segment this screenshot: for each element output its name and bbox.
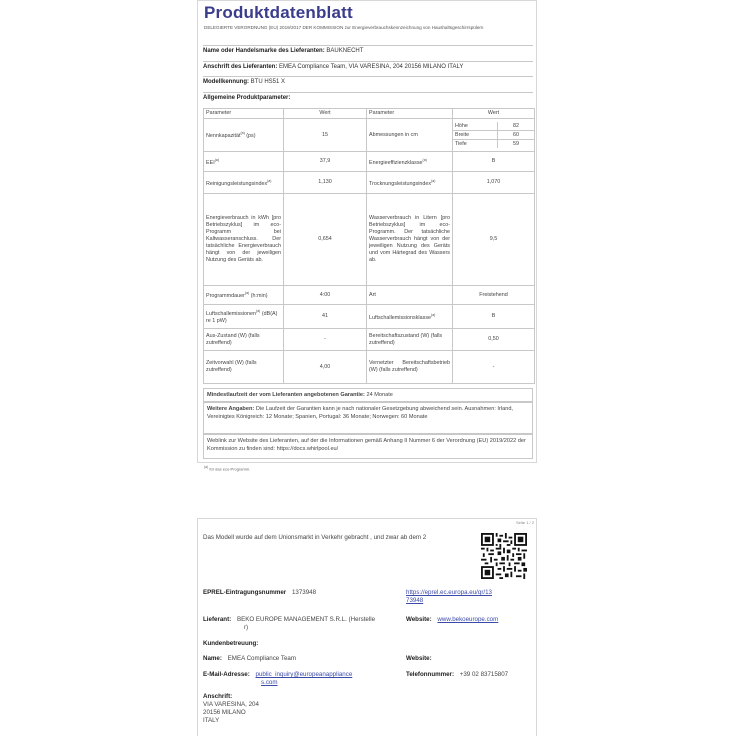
further-info-label: Weitere Angaben: (207, 406, 255, 412)
header-parameter: Parameter (204, 109, 284, 119)
further-info-row (203, 402, 533, 434)
supplier-name-value: BAUKNECHT (326, 48, 364, 54)
supplier-value-line1: BEKO EUROPE MANAGEMENT S.R.L. (Herstelle (236, 616, 376, 623)
dimensions-table (453, 122, 534, 148)
supplier-address-row (203, 61, 533, 71)
supplier-label: Lieferant: (203, 616, 232, 623)
table-row (204, 152, 535, 172)
weblink-text: Weblink zur Website des Lieferanten, auf der die Informationen gemäß Anhang II Nummer 6 der Verordnung (EU) 2019/2022 der Kommission zu finden sind: (207, 438, 526, 452)
model-value: BTU HS51 X (250, 79, 286, 85)
param-eei: EEI$^{(a)}$ (204, 152, 284, 172)
supplier-name-row (203, 45, 533, 55)
param-nennkapazitaet: Nennkapazität$^{(a)}$ (ps) (204, 119, 284, 152)
param-energieverbrauch: Energieverbrauch in kWh [pro Betriebszyklus] im eco-Programm bei Kaltwasseranschluss. Der tatsächliche Energieverbrauch hängt von der jeweiligen Nutzung des Geräts ab. (204, 194, 284, 286)
header-wert: Wert (453, 109, 535, 119)
eprel-label: EPREL-Eintragungsnummer (203, 589, 287, 596)
page-title: Produktdatenblatt (204, 3, 353, 22)
email-link-line1[interactable]: public_inquiry@europeanappliance (255, 671, 353, 678)
table-row (204, 172, 535, 194)
value-wasserverbrauch: 9,5 (453, 194, 535, 286)
param-reinigung: Reinigungsleistungsindex$^{(a)}$ (204, 172, 284, 194)
value-luftschallklasse: B (453, 305, 535, 329)
address-label: Anschrift: (203, 693, 233, 700)
table-row (204, 286, 535, 305)
contact-name-row (203, 655, 296, 663)
table-row (204, 119, 535, 152)
phone-value: +39 02 83715807 (459, 671, 509, 678)
general-params-label: Allgemeine Produktparameter: (203, 95, 291, 101)
address-line2: 20156 MILANO (203, 709, 246, 716)
datasheet-page-2 (197, 518, 537, 736)
address-line3: ITALY (203, 717, 220, 724)
param-art: Art (367, 286, 453, 305)
address-block (203, 693, 259, 725)
phone-label: Telefonnummer: (406, 671, 455, 678)
param-bereitschaft: Bereitschaftszustand (W) (falls zutreffend) (367, 329, 453, 351)
table-row (204, 351, 535, 384)
param-zeitvorwahl: Zeitvorwahl (W) (falls zutreffend) (204, 351, 284, 384)
eprel-row (203, 589, 316, 597)
eprel-link[interactable] (406, 589, 492, 605)
dim-label: Tiefe (453, 140, 498, 149)
table-header-row (204, 109, 535, 119)
value-effizienzklasse: B (453, 152, 535, 172)
dim-label: Höhe (453, 122, 498, 131)
eprel-value: 1373948 (291, 589, 317, 596)
contact-name-label: Name: (203, 655, 222, 662)
value-zeitvorwahl: 4,00 (284, 351, 367, 384)
website-label: Website: (406, 616, 432, 623)
table-row (204, 194, 535, 286)
value-vernetzt: - (453, 351, 535, 384)
param-effizienzklasse: Energieeffizienzklasse$^{(a)}$ (367, 152, 453, 172)
guarantee-row (203, 388, 533, 402)
supplier-address-label: Anschrift des Lieferanten: (203, 64, 278, 70)
value-nennkapazitaet: 15 (284, 119, 367, 152)
value-luftschall: 41 (284, 305, 367, 329)
dim-value: 60 (498, 131, 534, 140)
eprel-link-line1[interactable]: https://eprel.ec.europa.eu/qr/13 (406, 589, 492, 596)
parameter-table (203, 108, 535, 384)
model-row (203, 76, 533, 86)
weblink-row (203, 434, 533, 459)
general-params-row (203, 92, 533, 102)
value-trocknung: 1,070 (453, 172, 535, 194)
supplier-value-line2: r) (244, 624, 249, 631)
supplier-row (203, 616, 375, 632)
param-wasserverbrauch: Wasserverbrauch in Litern [pro Betriebszyklus] im eco-Programm. Der tatsächliche Wasserverbrauch hängt von der jeweiligen Nutzung des Geräts und vom Härtegrad des Wassers ab. (367, 194, 453, 286)
value-eei: 37,9 (284, 152, 367, 172)
page-number: Seite 1 / 2 (515, 520, 534, 525)
value-art: Freistehend (453, 286, 535, 305)
address-line1: VIA VARESINA, 204 (203, 701, 259, 708)
supplier-address-value: EMEA Compliance Team, VIA VARESINA, 204 20156 MILANO ITALY (279, 64, 464, 70)
model-label: Modellkennung: (203, 79, 249, 85)
guarantee-value: 24 Monate (366, 392, 393, 398)
eprel-link-line2[interactable]: 73948 (406, 597, 424, 604)
value-programmdauer: 4:00 (284, 286, 367, 305)
value-energieverbrauch: 0,654 (284, 194, 367, 286)
regulation-subline: DELEGIERTE VERORDNUNG (EU) 2019/2017 DER KOMMISSION zur Energieverbrauchskennzeichnung von Haushaltsgeschirrspülern (204, 25, 484, 30)
weblink-url[interactable]: https://docs.whirlpool.eu/ (276, 446, 339, 452)
website-row (406, 616, 498, 624)
email-row (203, 671, 352, 687)
datasheet-page-1 (197, 0, 537, 463)
website2-label: Website: (406, 655, 432, 662)
website-link[interactable]: www.bekoeurope.com (437, 616, 499, 623)
value-aus-zustand: - (284, 329, 367, 351)
contact-name-value: EMEA Compliance Team (227, 655, 296, 662)
email-label: E-Mail-Adresse: (203, 671, 250, 678)
header-wert: Wert (284, 109, 367, 119)
website2-row (406, 655, 432, 663)
customer-service-heading: Kundenbetreuung: (203, 640, 259, 647)
value-abmessungen (453, 119, 535, 152)
param-programmdauer: Programmdauer$^{(a)}$ (h:min) (204, 286, 284, 305)
param-abmessungen: Abmessungen in cm (367, 119, 453, 152)
footnote: (a) für das eco-Programm. (204, 465, 251, 472)
header-parameter: Parameter (367, 109, 453, 119)
value-reinigung: 1,130 (284, 172, 367, 194)
email-link-line2[interactable]: s.com (261, 679, 278, 686)
value-bereitschaft: 0,50 (453, 329, 535, 351)
phone-row (406, 671, 508, 679)
qr-code-icon (481, 533, 527, 579)
table-row (204, 305, 535, 329)
dim-label: Breite (453, 131, 498, 140)
table-row (204, 329, 535, 351)
further-info-value: Die Laufzeit der Garantien kann je nach nationaler Gesetzgebung abweichend sein. Ausnahmen: Irland, Vereinigtes Königreich: 12 Monate; Spanien, Portugal: 36 Monate; Norwegen: 60 Monate (207, 406, 513, 420)
dim-value: 82 (498, 122, 534, 131)
dim-value: 59 (513, 141, 520, 147)
param-vernetzt: Vernetzter Bereitschaftsbetrieb (W) (falls zutreffend) (367, 351, 453, 384)
intro-text: Das Modell wurde auf dem Unionsmarkt in Verkehr gebracht , und zwar ab dem 2 (203, 534, 427, 541)
guarantee-label: Mindestlaufzeit der vom Lieferanten angebotenen Garantie: (207, 392, 365, 398)
param-aus-zustand: Aus-Zustand (W) (falls zutreffend) (204, 329, 284, 351)
supplier-name-label: Name oder Handelsmarke des Lieferanten: (203, 48, 325, 54)
param-luftschallklasse: Luftschallemissionsklasse$^{(a)}$ (367, 305, 453, 329)
param-trocknung: Trocknungsleistungsindex$^{(a)}$ (367, 172, 453, 194)
param-luftschall: Luftschallemissionen$^{(a)}$ (dB(A) re 1 pW) (204, 305, 284, 329)
